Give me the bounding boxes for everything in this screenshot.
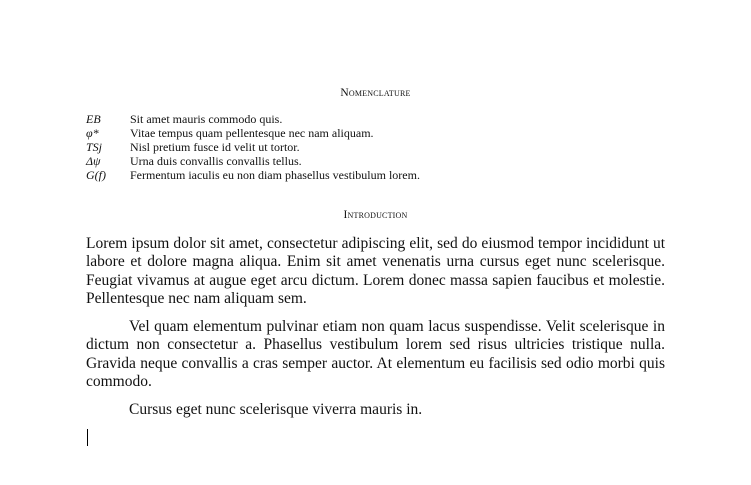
text-cursor xyxy=(87,429,88,446)
body-paragraph: Cursus eget nunc scelerisque viverra mauris in. xyxy=(129,401,423,418)
introduction-heading: Introduction xyxy=(343,209,408,221)
nomenclature-definition: Sit amet mauris commodo quis. xyxy=(130,112,283,126)
nomenclature-definition: Urna duis convallis convallis tellus. xyxy=(130,154,302,168)
nomenclature-item xyxy=(86,154,646,168)
nomenclature-symbol: G(f) xyxy=(86,168,106,182)
nomenclature-item xyxy=(86,126,646,140)
body-paragraph: Vel quam elementum pulvinar etiam non quam lacus suspendisse. Velit scelerisque in dictum non consectetur a. Phasellus vestibulum lorem sed risus ultricies tristique nulla. Gravida neque convallis a cras semper auctor. At elementum eu facilisis sed odio morbi quis commodo. xyxy=(86,318,665,391)
nomenclature-symbol: φ* xyxy=(86,126,99,140)
nomenclature-definition: Vitae tempus quam pellentesque nec nam aliquam. xyxy=(130,126,374,140)
nomenclature-list xyxy=(86,112,646,182)
nomenclature-definition: Fermentum iaculis eu non diam phasellus vestibulum lorem. xyxy=(130,168,420,182)
nomenclature-symbol: EB xyxy=(86,112,101,126)
nomenclature-definition: Nisl pretium fusce id velit ut tortor. xyxy=(130,140,300,154)
body-paragraph: Lorem ipsum dolor sit amet, consectetur adipiscing elit, sed do eiusmod tempor incididunt ut labore et dolore magna aliqua. Enim sit amet venenatis urna cursus eget nunc scelerisque. Feugiat vivamus at augue eget arcu dictum. Lorem donec massa sapien faucibus et molestie. Pellentesque nec nam aliquam sem. xyxy=(86,235,665,308)
nomenclature-item xyxy=(86,168,646,182)
nomenclature-symbol: TSj xyxy=(86,140,103,154)
nomenclature-symbol: Δψ xyxy=(86,154,101,168)
nomenclature-item xyxy=(86,112,646,126)
nomenclature-heading: Nomenclature xyxy=(340,87,411,99)
nomenclature-item xyxy=(86,140,646,154)
